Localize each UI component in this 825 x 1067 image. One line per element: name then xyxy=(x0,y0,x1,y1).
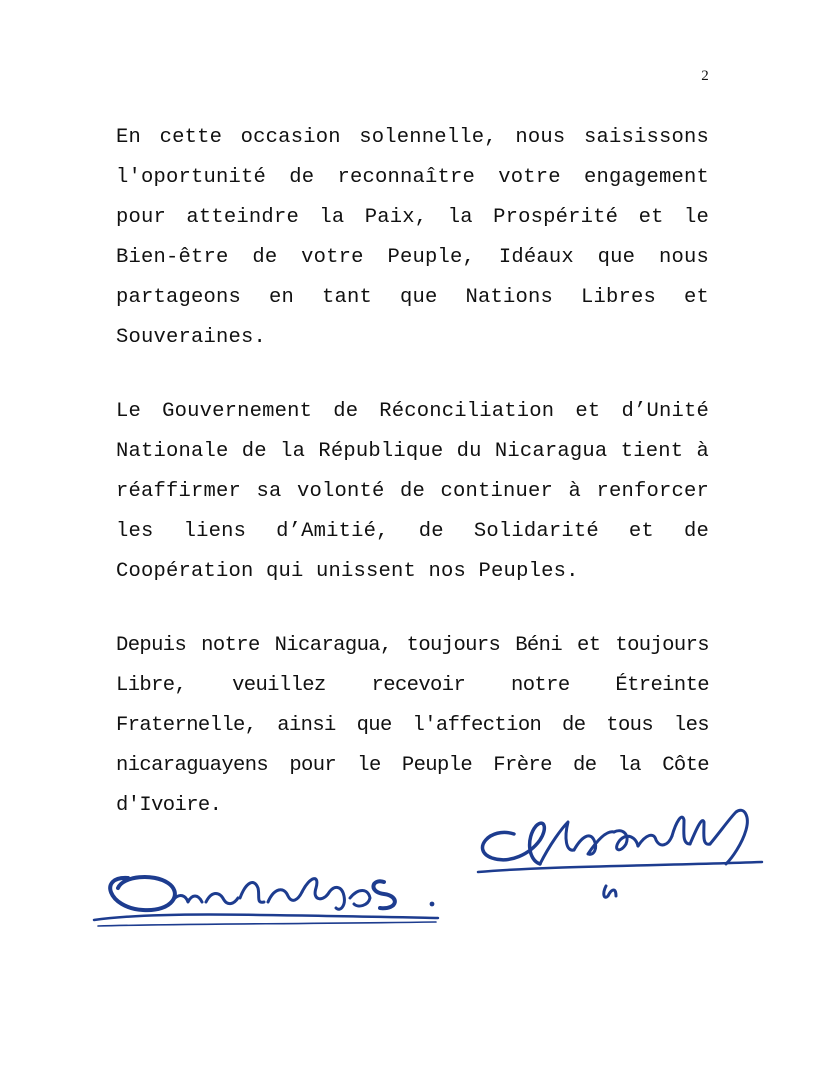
signature-left xyxy=(88,848,448,938)
paragraph-reaffirmation: Le Gouvernement de Réconciliation et d’Unité Nationale de la République du Nicaragua tient à réaffirmer sa volonté de continuer à renforcer les liens d’Amitié, de Solidarité et de Coopération qui unissent nos Peuples. xyxy=(116,400,709,583)
letter-body xyxy=(116,118,709,860)
page-number: 2 xyxy=(701,68,709,84)
signature-right-drawing xyxy=(470,792,770,907)
signature-right xyxy=(470,792,770,907)
paragraph-recognition: En cette occasion solennelle, nous saisissons l'oportunité de reconnaître votre engagement pour atteindre la Paix, la Prospérité et le Bien-être de votre Peuple, Idéaux que nous partageons en tant que Nations Libres et Souveraines. xyxy=(116,126,709,349)
paragraph-closing-greeting: Depuis notre Nicaragua, toujours Béni et toujours Libre, veuillez recevoir notre Étreinte Fraternelle, ainsi que l'affection de tous les nicaraguayens pour le Peuple Frère de la Côte d'Ivoire. xyxy=(116,634,709,817)
signature-left-drawing xyxy=(88,848,448,938)
